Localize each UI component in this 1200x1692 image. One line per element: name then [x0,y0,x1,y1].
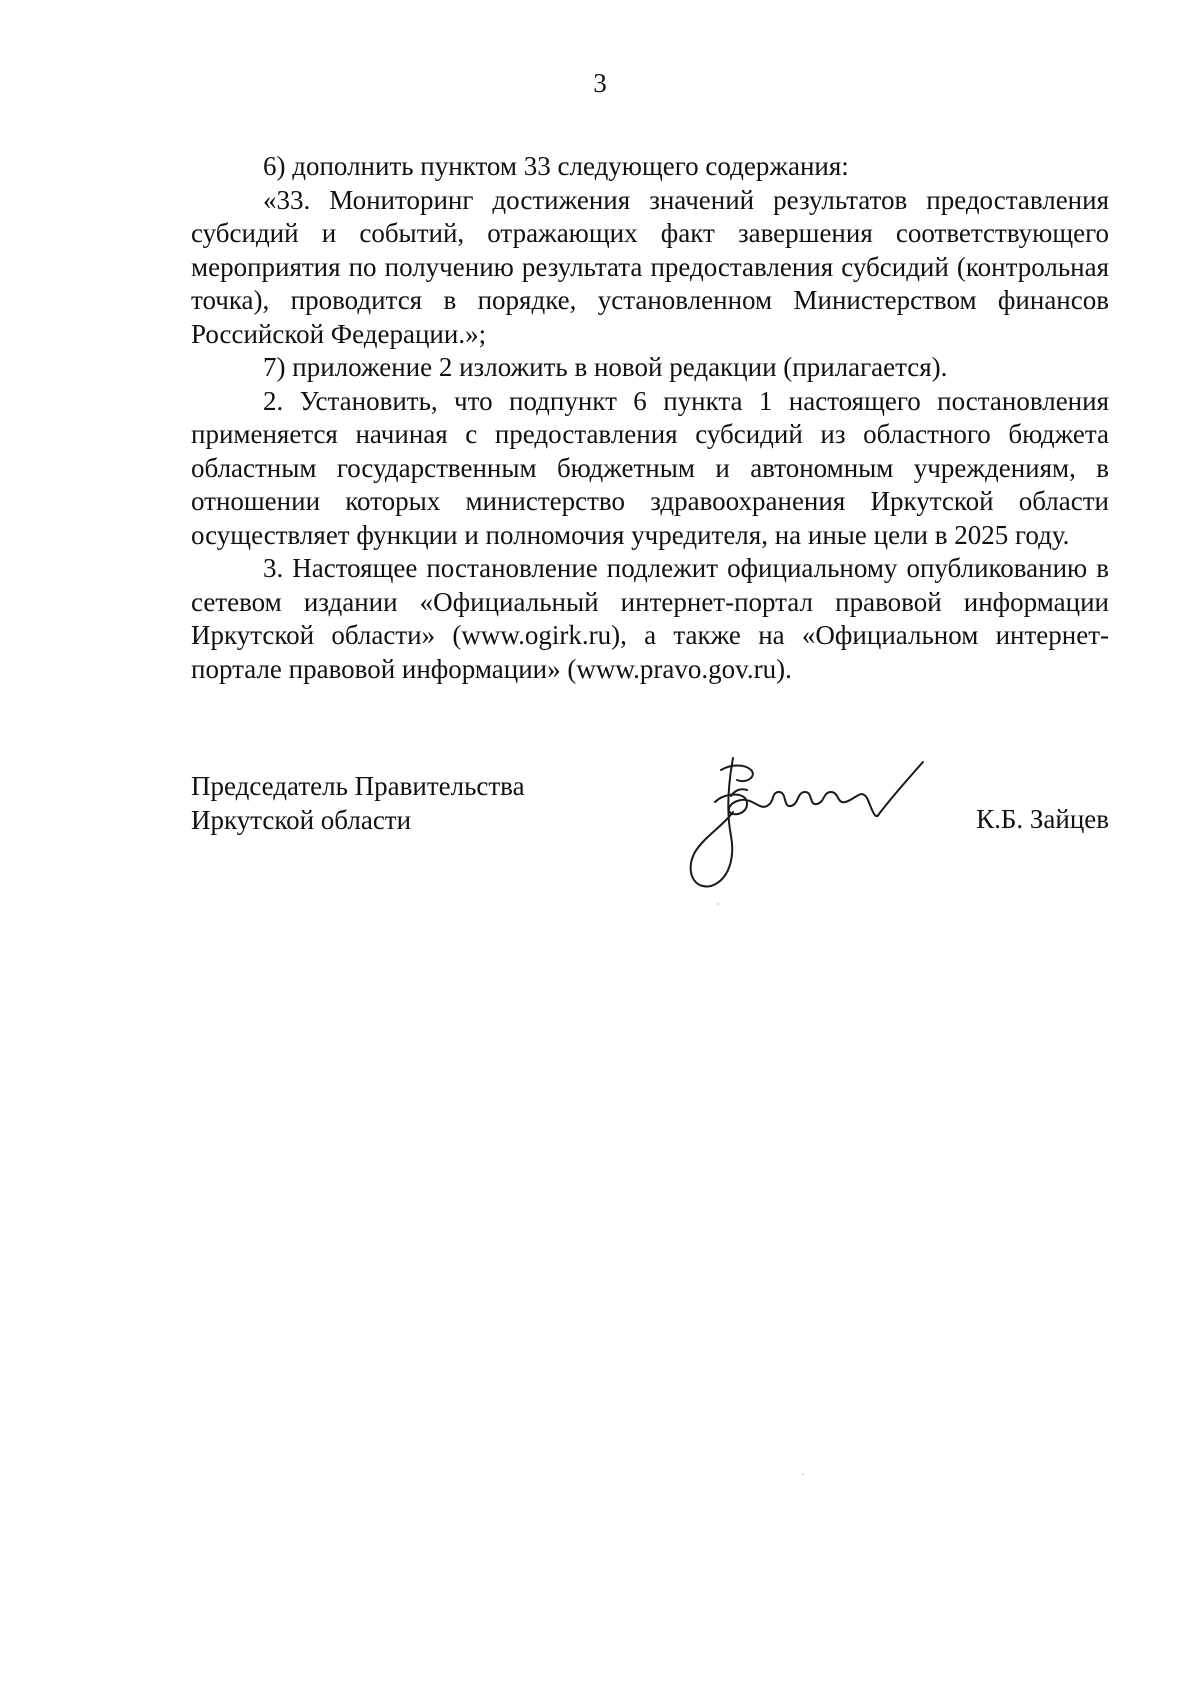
signer-title [191,770,525,837]
paragraph-section-2: 2. Установить, что подпункт 6 пункта 1 настоящего постановления применяется начиная с предоставления субсидий из областного бюджета областным государственным бюджетным и автономным учреждениям, в отношении которых министерство здравоохранения Иркутской области осуществляет функции и полномочия учредителя, на иные цели в 2025 году. [191,385,1109,550]
paragraph-section-3: 3. Настоящее постановление подлежит официальному опубликованию в сетевом издании «Официальный интернет-портал правовой информации Иркутской области» (www.ogirk.ru), а также на «Официальном интернет-портале правовой информации» (www.pravo.gov.ru). [191,553,1109,684]
scan-artifact-dot [717,903,719,905]
scan-artifact-dot [802,1473,804,1475]
paragraph-item-7: 7) приложение 2 изложить в новой редакции (прилагается). [263,352,948,382]
paragraph-item-6: 6) дополнить пунктом 33 следующего содержания: [263,151,849,181]
page-number: 3 [593,68,607,98]
signer-title-line-2: Иркутской области [191,804,412,835]
signer-name: К.Б. Зайцев [976,804,1109,834]
paragraph-clause-33: «33. Мониторинг достижения значений результатов предоставления субсидий и событий, отражающих факт завершения соответствующего мероприятия по получению результата предоставления субсидий (контрольная точка), проводится в порядке, установленном Министерством финансов Российской Федерации.»; [191,184,1109,349]
document-body [191,150,1109,686]
signature-block [191,770,1109,910]
signer-title-line-1: Председатель Правительства [191,771,525,801]
handwritten-signature [671,740,941,900]
